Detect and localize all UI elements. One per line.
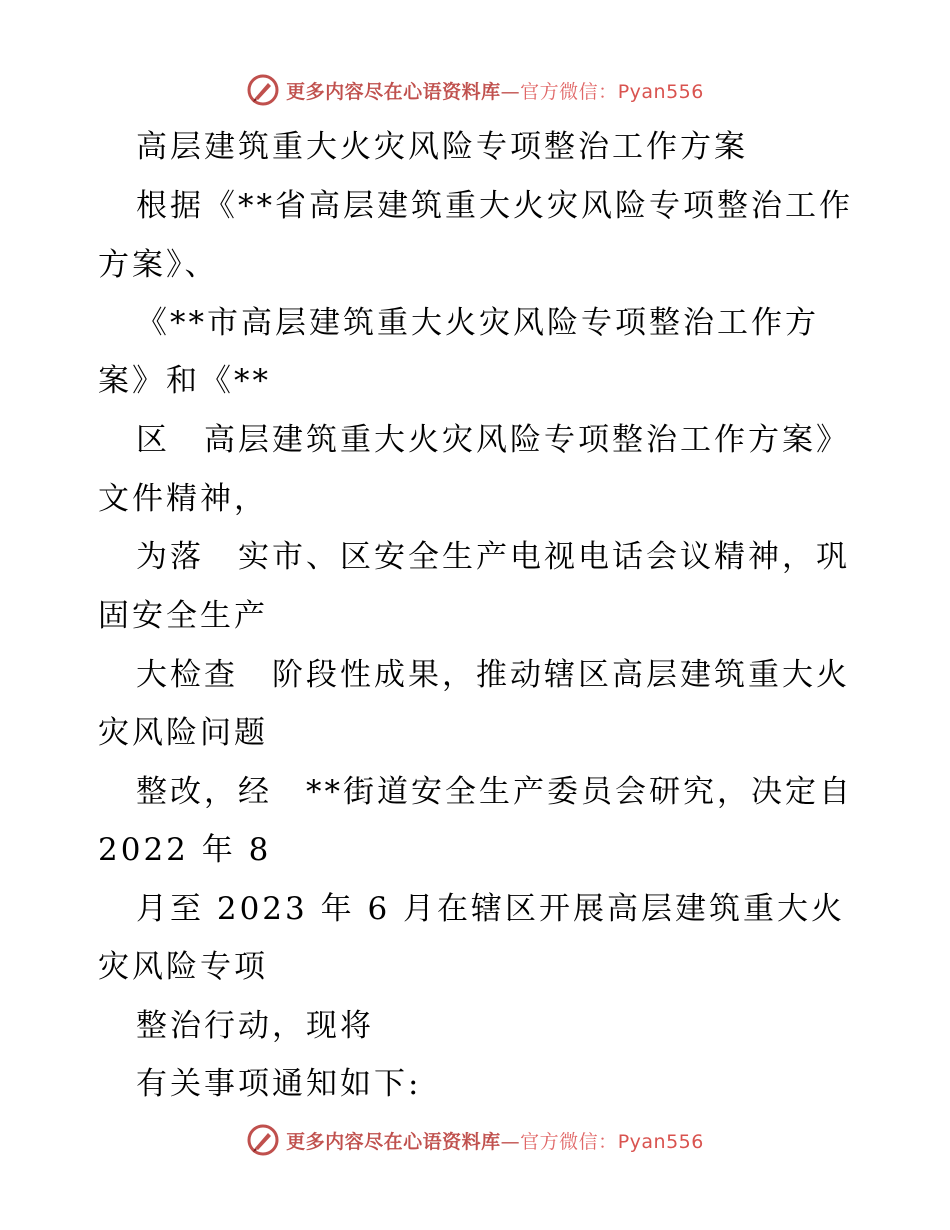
watermark-separator: — — [500, 1130, 521, 1153]
watermark-main-text: 更多内容尽在心语资料库 — [286, 80, 501, 103]
watermark-separator: — — [500, 80, 521, 103]
watermark-wechat-label: 官方微信： — [520, 80, 618, 103]
paragraph-line: 整治行动，现将 — [136, 1008, 374, 1044]
watermark-wechat-id: Pyan556 — [617, 80, 704, 103]
watermark-main-text: 更多内容尽在心语资料库 — [286, 1130, 501, 1153]
watermark-wechat-label: 官方微信： — [520, 1130, 618, 1153]
watermark-banner-bottom — [0, 1120, 950, 1160]
paragraph-line: 灾风险专项 — [98, 949, 268, 985]
paragraph-line: 大检查 阶段性成果，推动辖区高层建筑重大火 — [136, 657, 850, 693]
doc-title: 高层建筑重大火灾风险专项整治工作方案 — [136, 129, 748, 165]
paragraph-line: 案》和《** — [98, 363, 271, 399]
paragraph-line: 为落 实市、区安全生产电视电话会议精神，巩 — [136, 539, 850, 575]
watermark-wechat-id: Pyan556 — [617, 1130, 704, 1153]
paragraph-line: 固安全生产 — [98, 598, 268, 634]
paragraph-line: 灾风险问题 — [98, 715, 268, 751]
paragraph-line: 有关事项通知如下: — [136, 1066, 422, 1102]
paragraph-line: 月至 2023 年 6 月在辖区开展高层建筑重大火 — [136, 891, 846, 927]
paragraph-line: 区 高层建筑重大火灾风险专项整治工作方案》 — [136, 422, 850, 458]
paragraph-line: 整改，经 **街道安全生产委员会研究，决定自 — [136, 774, 853, 810]
pen-logo-icon — [246, 1123, 280, 1157]
paragraph-line: 根据《**省高层建筑重大火灾风险专项整治工作 — [136, 188, 853, 224]
paragraph-line: 《**市高层建筑重大火灾风险专项整治工作方 — [136, 305, 819, 341]
paragraph-line: 2022 年 8 — [98, 832, 272, 868]
paragraph-line: 方案》、 — [98, 247, 219, 283]
paragraph-line: 文件精神， — [98, 481, 268, 517]
